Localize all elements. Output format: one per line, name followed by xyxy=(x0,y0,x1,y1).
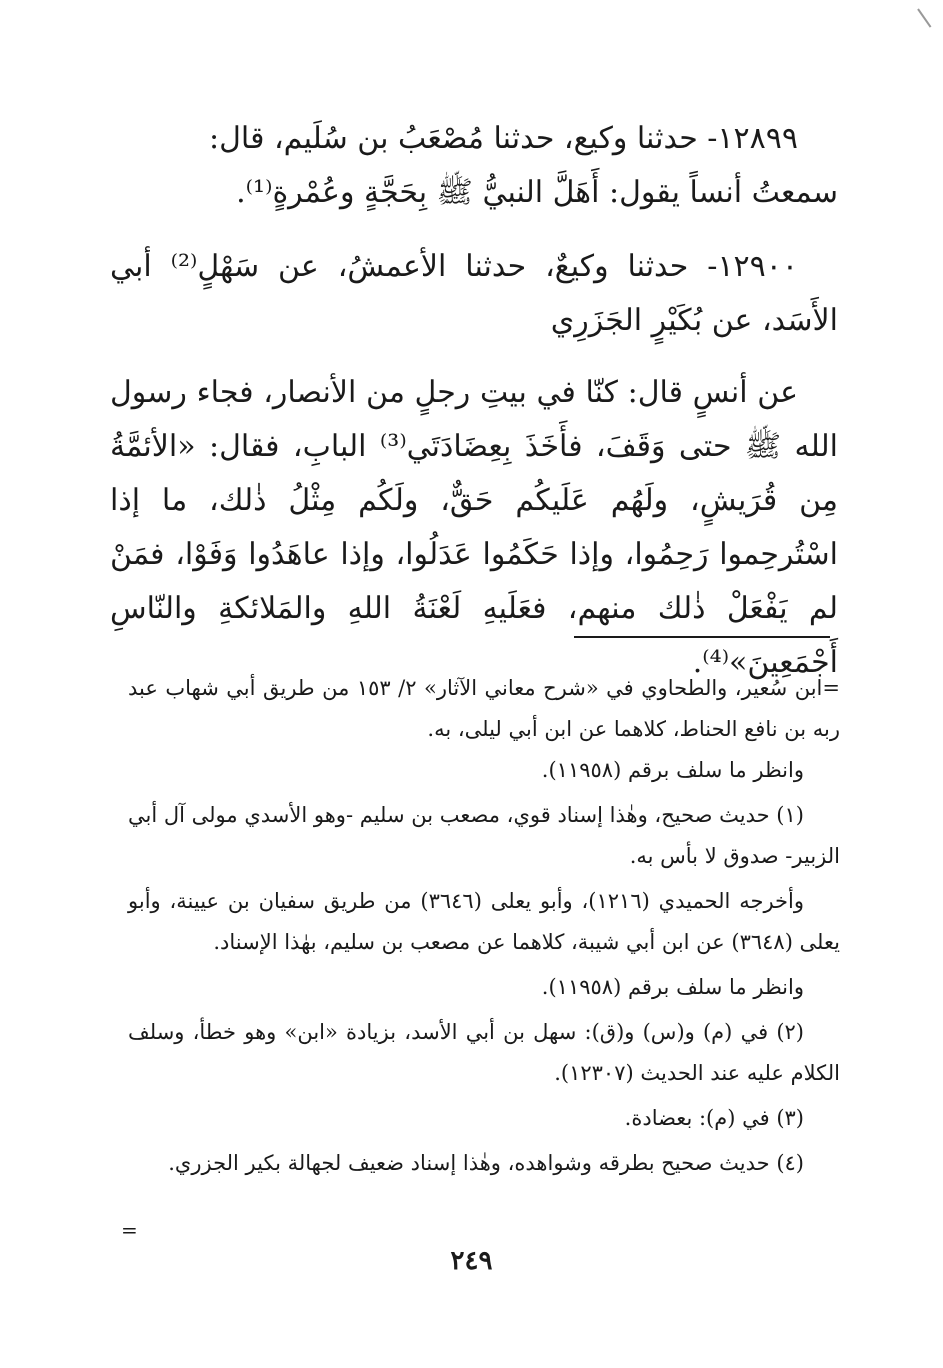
footnote-continuation-text: =ابن سُعير، والطحاوي في «شرح معاني الآثار» ٢/ ١٥٣ من طريق أبي شهاب عبد ربه بن نافع الحناط، كلاهما عن ابن أبي ليلى، به. xyxy=(128,676,840,741)
scan-corner-mark xyxy=(917,8,931,27)
footnote-1-takhrij: وأخرجه الحميدي (١٢١٦)، وأبو يعلى (٣٦٤٦) من طريق سفيان بن عيينة، وأبو يعلى (٣٦٤٨) عن ابن أبي شيبة، كلاهما عن مصعب بن سليم، بهٰذا الإسناد. xyxy=(128,889,840,954)
footnote-continuation-ref: وانظر ما سلف برقم (١١٩٥٨). xyxy=(541,758,804,782)
hadith-12899 xyxy=(110,112,838,220)
footnote-1-ref: وانظر ما سلف برقم (١١٩٥٨). xyxy=(541,975,804,999)
hadith-12900-matn: عن أنسٍ قال: كنّا في بيتِ رجلٍ من الأنصار، فجاء رسول الله ﷺ حتى وَقَفَ، فأَخَذَ بِعِضَادَتَي⁽³⁾ البابِ، فقال: «الأئمَّةُ مِن قُرَيشٍ، ولَهُم عَلَيكُم حَقٌّ، ولَكُم مِثْلُ ذٰلك، ما إذا اسْتُرحِموا رَحِمُوا، وإذا حَكَمُوا عَدَلُوا، وإذا عاهَدُوا وَفَوْا، فمَنْ لم يَفْعَلْ ذٰلك منهم، فعَلَيهِ لَعْنَةُ اللهِ والمَلائكةِ والنّاسِ أَجْمَعِينَ»⁽⁴⁾. xyxy=(110,375,838,680)
footnote-4: (٤) حديث صحيح بطرقه وشواهده، وهٰذا إسناد ضعيف لجهالة بكير الجزري. xyxy=(168,1151,804,1175)
footnote-1-text: (١) حديث صحيح، وهٰذا إسناد قوي، مصعب بن سليم -وهو الأسدي مولى آل أبي الزبير- صدوق لا بأس به. xyxy=(128,803,840,868)
continuation-mark: = xyxy=(121,1218,138,1242)
footnote-3: (٣) في (م): بعضادة. xyxy=(624,1106,804,1130)
footnote-divider xyxy=(574,636,830,638)
footnotes xyxy=(128,668,840,1184)
hadith-12899-isnad: ١٢٨٩٩- حدثنا وكيع، حدثنا مُصْعَبُ بن سُلَيم، قال: xyxy=(209,121,798,156)
footnote-2: (٢) في (م) و(س) و(ق): سهل بن أبي الأسد، بزيادة «ابن» وهو خطأ، وسلف الكلام عليه عند الحديث (١٢٣٠٧). xyxy=(128,1020,840,1085)
hadith-12899-matn: سمعتُ أنساً يقول: أَهَلَّ النبيُّ ﷺ بِحَجَّةٍ وعُمْرةٍ⁽¹⁾. xyxy=(236,175,838,210)
hadith-12900-isnad: ١٢٩٠٠- حدثنا وكيعٌ، حدثنا الأعمشُ، عن سَهْلٍ⁽²⁾ أبي الأَسَد، عن بُكَيْرٍ الجَزَرِي xyxy=(110,249,838,338)
page-number: ٢٤٩ xyxy=(450,1246,493,1276)
hadith-12900 xyxy=(110,240,838,690)
